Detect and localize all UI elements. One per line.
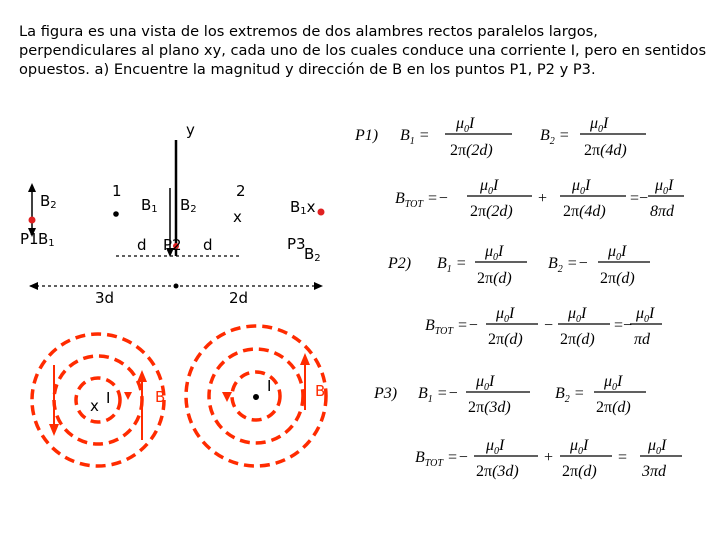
- p3-eq-label: P3): [374, 385, 398, 402]
- minus-sign: −: [544, 317, 554, 334]
- equals-sign: =−: [614, 317, 633, 334]
- p3-tot-den1: 2π(3d): [476, 463, 519, 480]
- field-diagram-right: [186, 326, 326, 466]
- p3-b2-num: $\mu_0I$: [604, 373, 623, 393]
- p1-tot-result-num: $\mu_0I$: [655, 177, 674, 197]
- p3-tot-num2: $\mu_0I$: [570, 437, 589, 457]
- p2-tot-num1: $\mu_0I$: [496, 305, 515, 325]
- wire-1-label: 1: [112, 182, 122, 200]
- problem-statement: La figura es una vista de los extremos de dos alambres rectos paralelos largos, perpendiculares al plano xy, cada uno de los cuales conduce una corriente I, pero en sentidos opuestos. a) Encuentre la magnitud y dirección de B en los puntos P1, P2 y P3.: [19, 23, 707, 78]
- p1-b1-eq: $B_1$ =: [400, 127, 430, 147]
- wire-2-label: 2: [236, 182, 246, 200]
- field-right-label: B: [315, 382, 326, 400]
- p2-b1-eq: $B_1$ =: [437, 255, 467, 275]
- p2-b2-den: 2π(d): [600, 270, 635, 287]
- p2-b2-num: $\mu_0I$: [608, 243, 627, 263]
- p3-b2-den: 2π(d): [596, 399, 631, 416]
- p1-point: [29, 217, 36, 224]
- p1-tot-num2: $\mu_0I$: [572, 177, 591, 197]
- p1-b2-num: $\mu_0I$: [590, 115, 609, 135]
- p3-tot-result-num: $\mu_0I$: [648, 437, 667, 457]
- wire-cross-left: x: [90, 397, 99, 415]
- p3-tot-den2: 2π(d): [562, 463, 597, 480]
- p3-b1-label: B1x: [290, 198, 316, 217]
- plus-sign: +: [538, 190, 548, 207]
- p2-tot-den2: 2π(d): [560, 331, 595, 348]
- p2-b2-eq: $B_2$ =−: [548, 255, 589, 275]
- p1-tot-num1: $\mu_0I$: [480, 177, 499, 197]
- equals-sign: =: [618, 449, 628, 466]
- equations: [354, 115, 684, 480]
- p1-tot-den2: 2π(4d): [563, 203, 606, 220]
- wire-2-cross: x: [233, 208, 242, 226]
- p1-btot-eq: $B_{TOT}$ =−: [395, 190, 449, 210]
- p1-b2-den: 2π(4d): [584, 142, 627, 159]
- p1-b1-label: B1: [38, 230, 55, 249]
- field-left-label: B: [155, 388, 166, 406]
- p2-tot-num2: $\mu_0I$: [568, 305, 587, 325]
- equals-sign: =−: [630, 190, 649, 207]
- distance-2d-label: 2d: [229, 289, 249, 307]
- wire-1-dot: [113, 211, 119, 217]
- p3-b1-num: $\mu_0I$: [476, 373, 495, 393]
- arrow-up-icon: [300, 353, 310, 365]
- arrow-down-icon: [49, 424, 59, 436]
- d-right-label: d: [203, 236, 213, 254]
- d-left-label: d: [137, 236, 147, 254]
- p3-b2-eq: $B_2$ =: [555, 385, 585, 405]
- y-axis-label: y: [186, 121, 195, 139]
- p3-tot-result-den: 3πd: [642, 463, 667, 480]
- p1-tot-result-den: 8πd: [650, 203, 675, 220]
- p3-b1-den: 2π(3d): [468, 399, 511, 416]
- p2-b1-num: $\mu_0I$: [485, 243, 504, 263]
- p2-tot-den1: 2π(d): [488, 331, 523, 348]
- p1-b2-label: B2: [40, 192, 57, 211]
- p3-point: [318, 209, 325, 216]
- p2-eq-label: P2): [388, 255, 412, 272]
- p3-label: P3: [287, 235, 306, 253]
- p2-btot-eq: $B_{TOT}$ =−: [425, 317, 479, 337]
- p2-b1-den: 2π(d): [477, 270, 512, 287]
- p1-label: P1: [20, 230, 39, 248]
- p1-arrow-up: [28, 183, 36, 192]
- p1-tot-den1: 2π(2d): [470, 203, 513, 220]
- distance-midpoint: [174, 284, 179, 289]
- p3-tot-num1: $\mu_0I$: [486, 437, 505, 457]
- p1-b1-den: 2π(2d): [450, 142, 493, 159]
- plus-sign: +: [544, 449, 554, 466]
- wire-dot-right: [253, 394, 259, 400]
- p3-btot-eq: $B_{TOT}$ =−: [415, 449, 469, 469]
- field-diagram-left: [32, 334, 165, 466]
- arrow-up-icon: [137, 370, 147, 382]
- current-right-label: I: [267, 377, 272, 395]
- wire-diagram: [20, 121, 325, 307]
- current-left-label: I: [106, 389, 111, 407]
- distance-arrow-right: [314, 282, 323, 290]
- p2-tot-result-den: πd: [634, 331, 651, 348]
- p3-b2-label: B2: [304, 245, 321, 264]
- p1-b2-eq: $B_2$ =: [540, 127, 570, 147]
- p2-label: P2: [163, 236, 182, 254]
- p1-b1-num: $\mu_0I$: [456, 115, 475, 135]
- arrow-down-icon: [124, 392, 132, 400]
- p1-eq-label: P1): [355, 127, 379, 144]
- p2-tot-result-num: $\mu_0I$: [636, 305, 655, 325]
- p2-b2-label: B2: [180, 196, 197, 215]
- distance-3d-label: 3d: [95, 289, 115, 307]
- p2-b1-label: B1: [141, 196, 158, 215]
- p3-b1-eq: $B_1$ =−: [418, 385, 459, 405]
- distance-arrow-left: [29, 282, 38, 290]
